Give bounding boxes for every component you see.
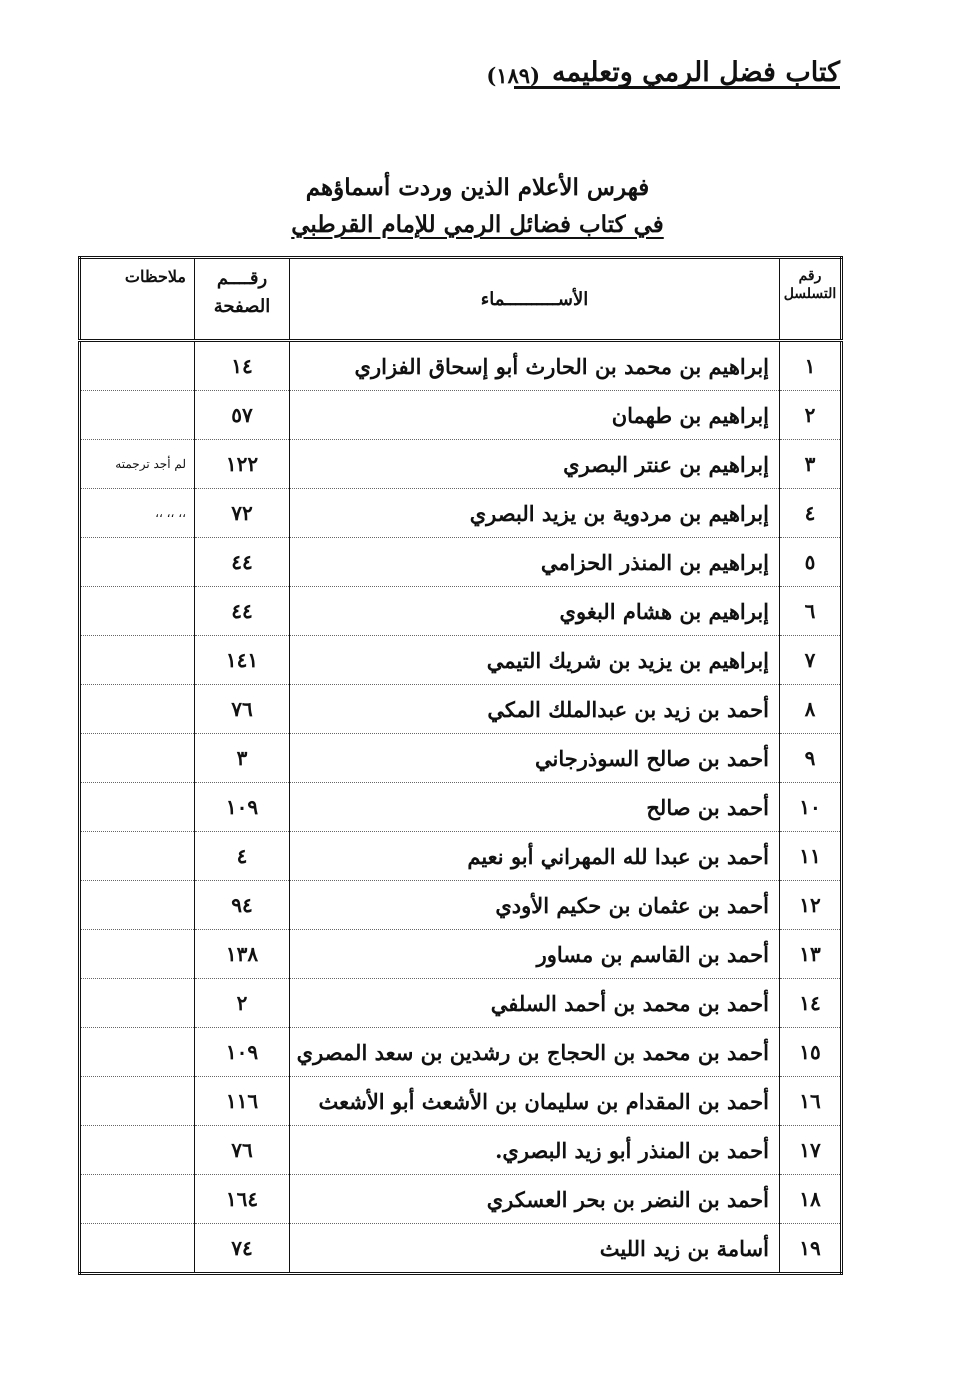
header-page-line2: الصفحة: [213, 296, 271, 317]
serial-number-cell: ١٧: [780, 1126, 842, 1175]
page-number-cell: ٧٦: [195, 685, 290, 734]
notes-cell: لم أجد ترجمته: [80, 440, 195, 489]
serial-number-cell: ١٦: [780, 1077, 842, 1126]
notes-cell: [80, 538, 195, 587]
notes-cell: [80, 1126, 195, 1175]
serial-number-cell: ٤: [780, 489, 842, 538]
serial-number-cell: ١٠: [780, 783, 842, 832]
table-row: [80, 685, 842, 734]
table-row: [80, 587, 842, 636]
notes-cell: [80, 1077, 195, 1126]
page-number-cell: ١٣٨: [195, 930, 290, 979]
page-number-cell: ٧٦: [195, 1126, 290, 1175]
serial-number-cell: ١١: [780, 832, 842, 881]
header-serial-line1: رقم: [798, 268, 822, 284]
name-cell: إبراهيم بن محمد بن الحارث أبو إسحاق الفزاري: [290, 341, 780, 391]
table-row: [80, 391, 842, 440]
notes-cell: [80, 734, 195, 783]
name-cell: إبراهيم بن مردوية بن يزيد البصري: [290, 489, 780, 538]
table-row: [80, 783, 842, 832]
name-cell: أحمد بن النضر بن بحر العسكري: [290, 1175, 780, 1224]
table-row: [80, 881, 842, 930]
page-number: (١٨٩): [486, 62, 541, 88]
page-number-cell: ١٦٤: [195, 1175, 290, 1224]
page-number-cell: ١٤: [195, 341, 290, 391]
table-row: [80, 341, 842, 391]
table-row: [80, 489, 842, 538]
running-header: [92, 58, 840, 88]
page-number-cell: ٢: [195, 979, 290, 1028]
name-cell: أحمد بن صالح: [290, 783, 780, 832]
name-cell: أحمد بن محمد بن أحمد السلفي: [290, 979, 780, 1028]
table-row: [80, 832, 842, 881]
name-cell: إبراهيم بن المنذر الحزامي: [290, 538, 780, 587]
table-row: [80, 979, 842, 1028]
page-number-cell: ١١٦: [195, 1077, 290, 1126]
notes-cell: [80, 1028, 195, 1077]
header-page-line1: رقــــم: [216, 268, 268, 289]
serial-number-cell: ١: [780, 341, 842, 391]
name-cell: أحمد بن المنذر أبو زيد البصري.: [290, 1126, 780, 1175]
table-row: [80, 1224, 842, 1274]
name-cell: إبراهيم بن هشام البغوي: [290, 587, 780, 636]
serial-number-cell: ٣: [780, 440, 842, 489]
table-row: [80, 1077, 842, 1126]
table-row: [80, 1175, 842, 1224]
page-number-cell: ١٢٢: [195, 440, 290, 489]
table-row: [80, 1028, 842, 1077]
notes-cell: [80, 783, 195, 832]
notes-cell: [80, 1175, 195, 1224]
page-number-cell: ٧٤: [195, 1224, 290, 1274]
name-cell: أسامة بن زيد الليث: [290, 1224, 780, 1274]
header-notes: ملاحظات: [80, 258, 195, 341]
page-number-cell: ٩٤: [195, 881, 290, 930]
header-names-label: الأســــــــــماء: [480, 288, 589, 310]
page-number-cell: ٧٢: [195, 489, 290, 538]
page-number-cell: ٣: [195, 734, 290, 783]
name-cell: أحمد بن صالح السوذرجاني: [290, 734, 780, 783]
name-cell: أحمد بن زيد بن عبدالملك المكي: [290, 685, 780, 734]
page-number-cell: ١٠٩: [195, 1028, 290, 1077]
serial-number-cell: ٧: [780, 636, 842, 685]
page-number-cell: ٥٧: [195, 391, 290, 440]
notes-cell: [80, 881, 195, 930]
table-row: [80, 930, 842, 979]
serial-number-cell: ٦: [780, 587, 842, 636]
notes-cell: [80, 685, 195, 734]
serial-number-cell: ١٢: [780, 881, 842, 930]
notes-cell: [80, 832, 195, 881]
table-row: [80, 734, 842, 783]
table-body: [80, 341, 842, 1274]
notes-cell: [80, 391, 195, 440]
header-serial-line2: التسلسل: [783, 286, 837, 302]
notes-cell: ،، ،، ،،: [80, 489, 195, 538]
table-header-row: [80, 258, 842, 341]
notes-cell: [80, 979, 195, 1028]
serial-number-cell: ٥: [780, 538, 842, 587]
names-index-table: [78, 256, 843, 1275]
page-number-cell: ١٤١: [195, 636, 290, 685]
index-title-line2: في كتاب فضائل الرمي للإمام القرطبي: [291, 211, 664, 238]
page-number-cell: ١٠٩: [195, 783, 290, 832]
name-cell: أحمد بن عبدا لله المهراني أبو نعيم: [290, 832, 780, 881]
header-page-number: [195, 258, 290, 341]
header-rule: [514, 86, 840, 89]
running-header-title: كتاب فضل الرمي وتعليمه: [552, 57, 840, 88]
notes-cell: [80, 1224, 195, 1274]
table-row: [80, 538, 842, 587]
table-row: [80, 636, 842, 685]
page-number-cell: ٤٤: [195, 538, 290, 587]
notes-cell: [80, 341, 195, 391]
serial-number-cell: ١٤: [780, 979, 842, 1028]
notes-cell: [80, 587, 195, 636]
header-names: [290, 258, 780, 341]
name-cell: أحمد بن محمد بن الحجاج بن رشدين بن سعد المصري: [290, 1028, 780, 1077]
serial-number-cell: ٢: [780, 391, 842, 440]
page-number-cell: ٤٤: [195, 587, 290, 636]
notes-cell: [80, 636, 195, 685]
serial-number-cell: ١٩: [780, 1224, 842, 1274]
table-row: [80, 1126, 842, 1175]
page-number-cell: ٤: [195, 832, 290, 881]
name-cell: إبراهيم بن يزيد بن شريك التيمي: [290, 636, 780, 685]
header-serial-number: [780, 258, 842, 341]
name-cell: إبراهيم بن عنتر البصري: [290, 440, 780, 489]
serial-number-cell: ١٥: [780, 1028, 842, 1077]
table-row: [80, 440, 842, 489]
name-cell: أحمد بن المقدام بن سليمان بن الأشعث أبو الأشعث: [290, 1077, 780, 1126]
name-cell: إبراهيم بن طهمان: [290, 391, 780, 440]
name-cell: أحمد بن القاسم بن مساور: [290, 930, 780, 979]
serial-number-cell: ٨: [780, 685, 842, 734]
serial-number-cell: ٩: [780, 734, 842, 783]
serial-number-cell: ١٣: [780, 930, 842, 979]
notes-cell: [80, 930, 195, 979]
name-cell: أحمد بن عثمان بن حكيم الأودي: [290, 881, 780, 930]
serial-number-cell: ١٨: [780, 1175, 842, 1224]
index-title-line1: فهرس الأعلام الذين وردت أسماؤهم: [305, 174, 650, 201]
